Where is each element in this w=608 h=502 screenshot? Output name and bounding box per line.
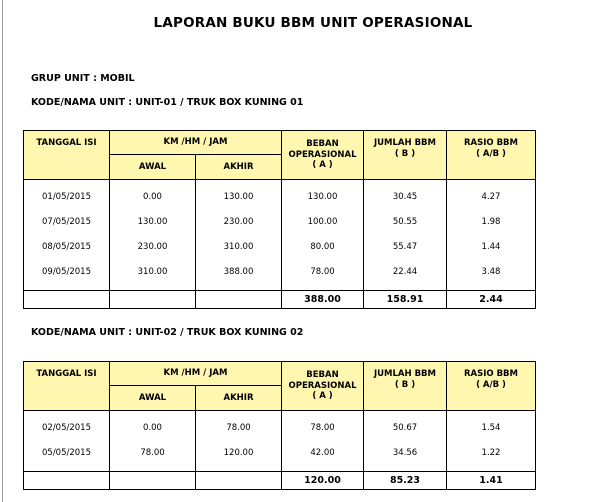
total-empty: [196, 472, 282, 490]
unit-1-akhir-cell: [196, 180, 282, 291]
table-cell: 30.45: [392, 192, 418, 202]
table-cell: 08/05/2015: [42, 242, 91, 252]
table-cell: 78.00: [310, 267, 335, 277]
unit-1-awal-cell: [110, 180, 196, 291]
beban-line-3: ( A ): [312, 160, 333, 171]
table-cell: 50.67: [392, 423, 418, 433]
beban-line-1: BEBAN: [306, 139, 339, 150]
beban-line-2: OPERASIONAL: [288, 380, 357, 391]
col-awal-header: AWAL: [110, 155, 196, 180]
total-rasio: 1.41: [447, 472, 536, 490]
unit-2-rasio-cell: [447, 411, 536, 472]
table-cell: 1.98: [481, 217, 501, 227]
unit-2-awal-cell: [110, 411, 196, 472]
table-cell: 05/05/2015: [42, 448, 91, 458]
beban-line-2: OPERASIONAL: [288, 149, 357, 160]
table-cell: 34.56: [392, 448, 418, 458]
jumlah-line-2: ( B ): [394, 148, 416, 159]
beban-line-1: BEBAN: [306, 370, 339, 381]
unit-1-label: KODE/NAMA UNIT : UNIT-01 / TRUK BOX KUNING 01: [31, 97, 304, 108]
total-jumlah: 158.91: [364, 291, 447, 309]
table-cell: 01/05/2015: [42, 192, 91, 202]
total-empty: [110, 472, 196, 490]
total-empty: [110, 291, 196, 309]
table-cell: 42.00: [310, 448, 335, 458]
total-empty: [24, 291, 110, 309]
unit-1-jumlah-cell: [364, 180, 447, 291]
rasio-line-2: ( A/B ): [476, 148, 506, 159]
group-label: GRUP UNIT : MOBIL: [31, 73, 135, 84]
jumlah-line-2: ( B ): [394, 379, 416, 390]
table-cell: 3.48: [481, 267, 501, 277]
table-cell: 230.00: [223, 217, 254, 227]
table-cell: 1.54: [481, 423, 501, 433]
col-km-header: KM /HM / JAM: [110, 131, 282, 155]
table-cell: 310.00: [223, 242, 254, 252]
total-beban: 120.00: [282, 472, 364, 490]
table-cell: 4.27: [481, 192, 501, 202]
col-km-header: KM /HM / JAM: [110, 362, 282, 386]
unit-2-total-row: [24, 472, 536, 490]
unit-1-rasio-cell: [447, 180, 536, 291]
col-tanggal-header: TANGGAL ISI: [24, 131, 110, 180]
col-jumlah-header: [364, 131, 447, 180]
col-akhir-header: AKHIR: [196, 386, 282, 411]
table-cell: 78.00: [310, 423, 335, 433]
table-cell: 1.22: [481, 448, 501, 458]
unit-2-jumlah-cell: [364, 411, 447, 472]
table-cell: 80.00: [310, 242, 335, 252]
table-cell: 0.00: [143, 192, 162, 202]
col-beban-header: [282, 362, 364, 411]
col-akhir-header: AKHIR: [196, 155, 282, 180]
table-cell: 07/05/2015: [42, 217, 91, 227]
table-cell: 50.55: [392, 217, 418, 227]
table-cell: 100.00: [307, 217, 338, 227]
unit-2-akhir-cell: [196, 411, 282, 472]
table-cell: 02/05/2015: [42, 423, 91, 433]
rasio-line-2: ( A/B ): [476, 379, 506, 390]
col-jumlah-header: [364, 362, 447, 411]
table-cell: 130.00: [223, 192, 254, 202]
table-cell: 230.00: [137, 242, 168, 252]
unit-2-label: KODE/NAMA UNIT : UNIT-02 / TRUK BOX KUNING 02: [31, 327, 304, 338]
col-beban-header: [282, 131, 364, 180]
total-beban: 388.00: [282, 291, 364, 309]
col-tanggal-header: TANGGAL ISI: [24, 362, 110, 411]
total-empty: [24, 472, 110, 490]
table-cell: 09/05/2015: [42, 267, 91, 277]
jumlah-line-1: JUMLAH BBM: [373, 138, 436, 148]
table-cell: 130.00: [137, 217, 168, 227]
total-jumlah: 85.23: [364, 472, 447, 490]
report-title: LAPORAN BUKU BBM UNIT OPERASIONAL: [153, 15, 473, 31]
unit-1-beban-cell: [282, 180, 364, 291]
table-cell: 78.00: [140, 448, 165, 458]
table-cell: 55.47: [392, 242, 418, 252]
page-border: [2, 0, 3, 502]
table-cell: 388.00: [223, 267, 254, 277]
unit-2-tanggal-cell: [24, 411, 110, 472]
table-cell: 78.00: [226, 423, 251, 433]
unit-1-total-row: [24, 291, 536, 309]
table-cell: 0.00: [143, 423, 162, 433]
table-cell: 22.44: [392, 267, 418, 277]
unit-2-beban-cell: [282, 411, 364, 472]
col-rasio-header: [447, 362, 536, 411]
table-cell: 130.00: [307, 192, 338, 202]
rasio-line-1: RASIO BBM: [463, 369, 518, 379]
total-rasio: 2.44: [447, 291, 536, 309]
unit-1-tanggal-cell: [24, 180, 110, 291]
table-cell: 310.00: [137, 267, 168, 277]
rasio-line-1: RASIO BBM: [463, 138, 518, 148]
total-empty: [196, 291, 282, 309]
jumlah-line-1: JUMLAH BBM: [373, 369, 436, 379]
table-cell: 120.00: [223, 448, 254, 458]
table-cell: 1.44: [481, 242, 501, 252]
unit-2-table: [23, 361, 536, 490]
beban-line-3: ( A ): [312, 391, 333, 402]
col-rasio-header: [447, 131, 536, 180]
unit-1-table: [23, 130, 536, 309]
col-awal-header: AWAL: [110, 386, 196, 411]
